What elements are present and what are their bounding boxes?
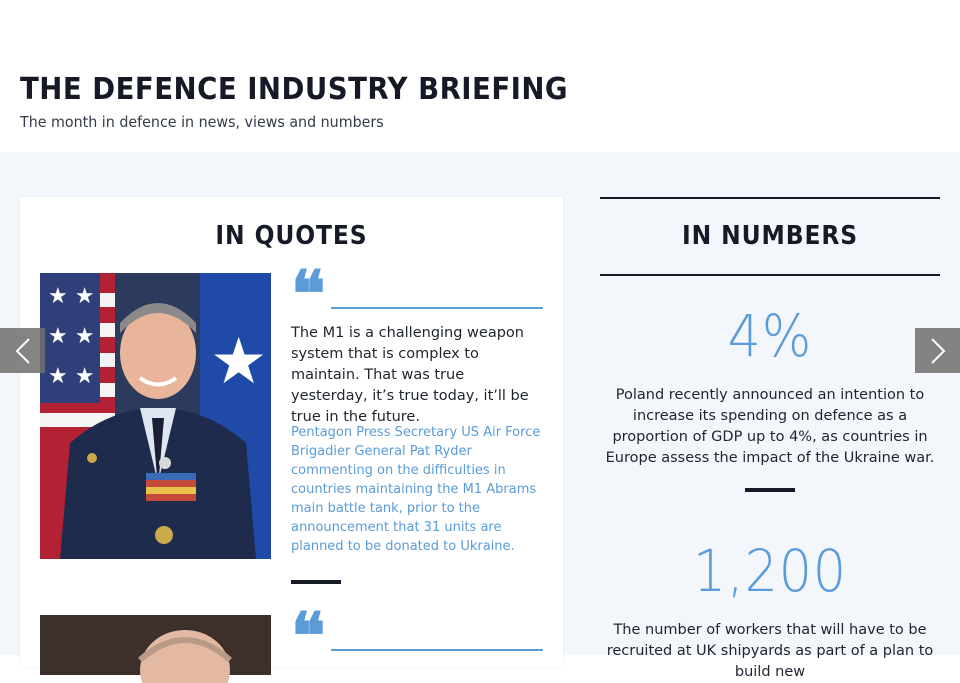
svg-text:★ ★: ★ ★ bbox=[48, 324, 95, 349]
page-title: THE DEFENCE INDUSTRY BRIEFING bbox=[20, 72, 569, 107]
section-rule bbox=[600, 197, 940, 199]
stat-divider bbox=[745, 488, 795, 492]
quote-icon: ❝ bbox=[291, 599, 326, 674]
stat-value: 4% bbox=[727, 302, 813, 370]
quote-divider bbox=[291, 580, 341, 584]
carousel-next-button[interactable] bbox=[915, 328, 960, 373]
svg-text:★ ★: ★ ★ bbox=[48, 284, 95, 309]
section-rule bbox=[600, 274, 940, 276]
stat-value: 1,200 bbox=[693, 537, 847, 605]
quote-text: The M1 is a challenging weapon system that is complex to maintain. That was true yesterday, it’s true today, it’ll be true in the future. bbox=[291, 325, 529, 425]
quotes-section-title: IN QUOTES bbox=[215, 221, 368, 251]
quote-attribution: Pentagon Press Secretary US Air Force Brigadier General Pat Ryder commenting on the difficulties in countries maintaining the M1 Abrams main battle tank, prior to the announcement that 31 units are planned to be donated to Ukraine. bbox=[291, 425, 541, 554]
speaker-photo bbox=[40, 273, 271, 559]
quote-icon: ❝ bbox=[291, 257, 326, 332]
numbers-panel bbox=[600, 197, 940, 680]
stat-description: The number of workers that will have to be recruited at UK shipyards as part of a plan to build new bbox=[606, 622, 934, 680]
quote-rule bbox=[331, 649, 543, 651]
quotes-card bbox=[20, 197, 563, 674]
svg-text:★: ★ bbox=[210, 325, 268, 399]
speaker-photo-2 bbox=[40, 615, 271, 675]
carousel-prev-button[interactable] bbox=[0, 328, 45, 373]
quote-rule bbox=[331, 307, 543, 309]
chevron-left-icon bbox=[15, 337, 31, 365]
page-header bbox=[0, 0, 960, 152]
briefing-content bbox=[0, 152, 960, 680]
page-subtitle: The month in defence in news, views and numbers bbox=[20, 113, 384, 131]
numbers-section-title: IN NUMBERS bbox=[681, 221, 859, 251]
stat-description: Poland recently announced an intention to increase its spending on defence as a proportion of GDP up to 4%, as countries in Europe assess the impact of the Ukraine war. bbox=[605, 387, 935, 466]
quote-mark bbox=[291, 257, 543, 332]
chevron-right-icon bbox=[930, 337, 946, 365]
quote-mark bbox=[291, 599, 543, 674]
svg-text:★ ★: ★ ★ bbox=[48, 364, 95, 389]
